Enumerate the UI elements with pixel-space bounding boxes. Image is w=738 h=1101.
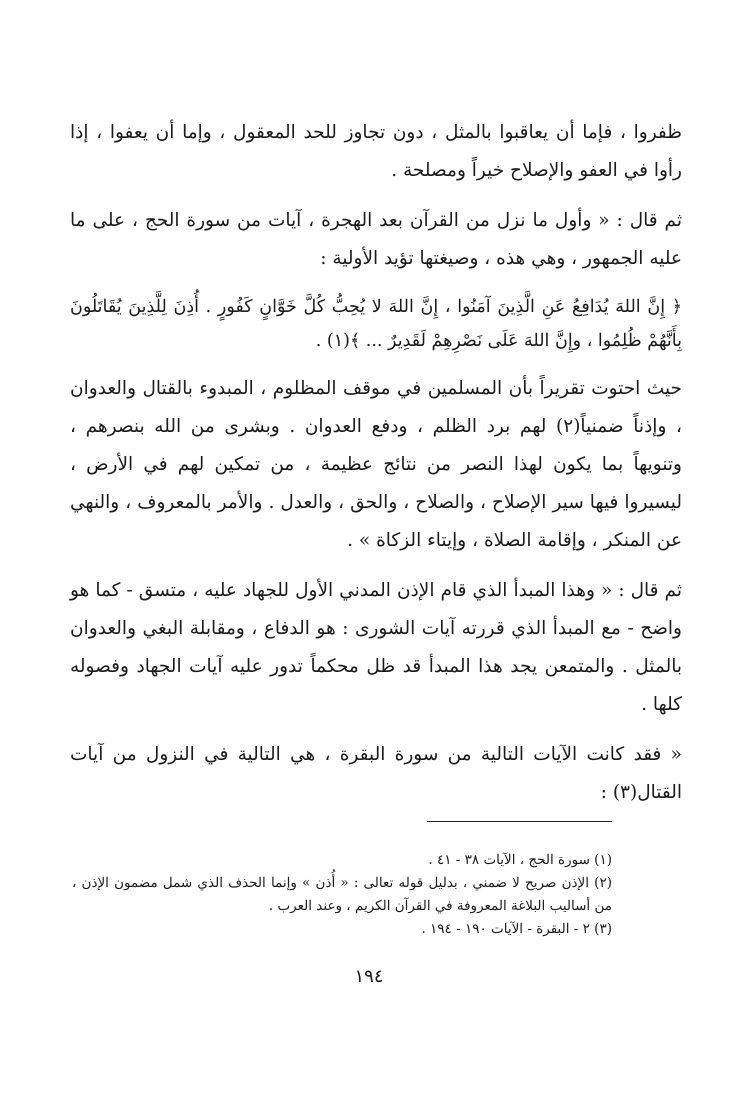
paragraph-2: ثم قال : « وأول ما نزل من القرآن بعد الهجرة ، آيات من سورة الحج ، على ما عليه الجمهور ، وهي هذه ، وصيغتها تؤيد الأولية : bbox=[70, 210, 682, 269]
footnote-divider bbox=[427, 821, 612, 822]
footnote-2: (٢) الإذن صريح لا ضمني ، بدليل قوله تعالى : « أُذن » وإنما الحذف الذي شمل مضمون الإذن ، من أساليب البلاغة المعروفة في القرآن الكريم ، وعند العرب . bbox=[72, 875, 612, 914]
paragraph-1: ظفروا ، فإما أن يعاقبوا بالمثل ، دون تجاوز للحد المعقول ، وإما أن يعفوا ، إذا رأوا في العفو والإصلاح خيراً ومصلحة . bbox=[70, 122, 682, 181]
quran-verse: ﴿ إِنَّ اللهَ يُدَافِعُ عَنِ الَّذِينَ آمَنُوا ، إِنَّ اللهَ لا يُحِبُّ كُلَّ خَوَّانٍ كَفُورٍ . أُذِنَ لِلَّذِينَ يُقَاتَلُونَ بِأَنَّهُمْ ظُلِمُوا ، وإِنَّ اللهَ عَلَى نَصْرِهِمْ لَقَدِيرٌ ... ﴾(١) . bbox=[70, 297, 682, 351]
footnotes bbox=[72, 849, 612, 941]
page-body bbox=[70, 114, 682, 824]
footnote-3: (٣) ٢ - البقرة - الآيات ١٩٠ - ١٩٤ . bbox=[421, 921, 612, 937]
paragraph-3: حيث احتوت تقريراً بأن المسلمين في موقف المظلوم ، المبدوء بالقتال والعدوان ، وإذناً ضمنياً(٢) لهم برد الظلم ، ودفع العدوان . وبشرى من الله بنصرهم ، وتنويهاً بما يكون لهذا النصر من نتائج عظيمة ، من تمكين لهم في الأرض ، ليسيروا فيها سير الإصلاح ، والصلاح ، والحق ، والعدل . والأمر بالمعروف ، والنهي عن المنكر ، وإقامة الصلاة ، وإيتاء الزكاة » . bbox=[70, 378, 682, 551]
footnote-1: (١) سورة الحج ، الآيات ٣٨ - ٤١ . bbox=[428, 852, 612, 868]
page-number: ١٩٤ bbox=[354, 966, 384, 987]
paragraph-4: ثم قال : « وهذا المبدأ الذي قام الإذن المدني الأول للجهاد عليه ، متسق - كما هو واضح - مع المبدأ الذي قررته آيات الشورى : هو الدفاع ، ومقابلة البغي والعدوان بالمثل . والمتمعن يجد هذا المبدأ قد ظل محكماً تدور عليه آيات الجهاد وفصوله كلها . bbox=[70, 580, 682, 715]
paragraph-5: « فقد كانت الآيات التالية من سورة البقرة ، هي التالية في النزول من آيات القتال(٣) : bbox=[70, 744, 682, 803]
